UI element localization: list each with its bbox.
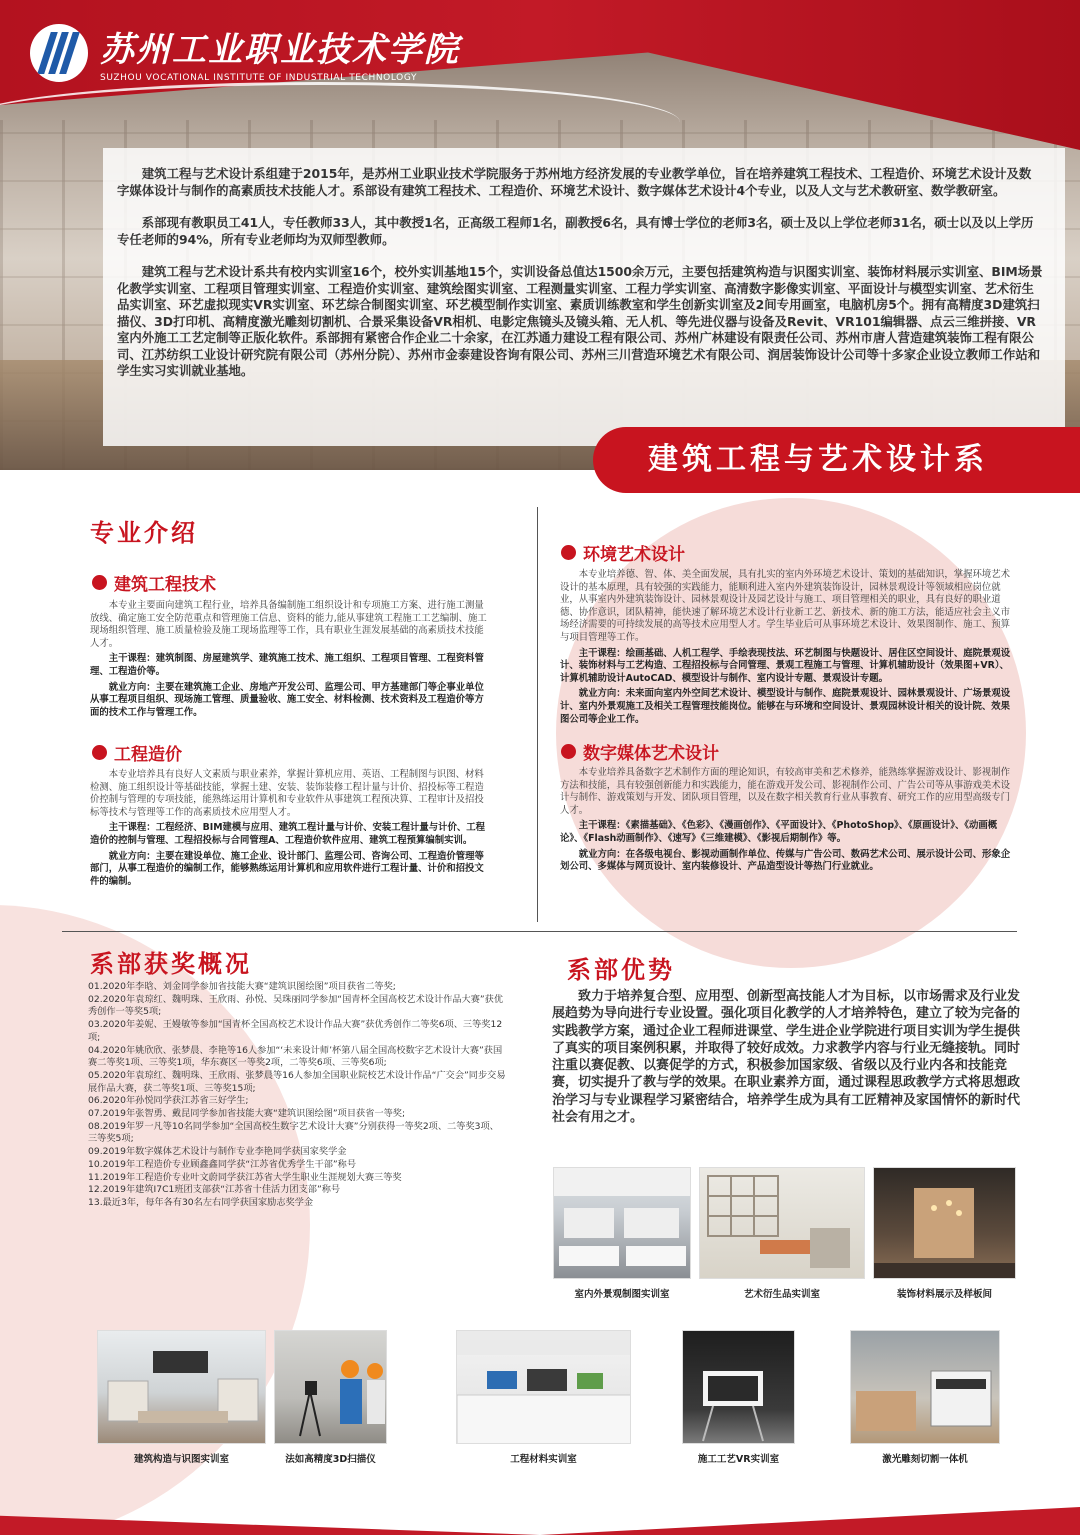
award-item: 12.2019年建筑I7C1班团支部获“江苏省十佳活力团支部”称号	[88, 1184, 341, 1196]
major-title	[561, 540, 685, 565]
column-divider	[537, 507, 538, 922]
majors-heading: 专业介绍	[90, 518, 198, 547]
major-courses: 《素描基础》、《色彩》、《漫画创作》、《平面设计》、《PhotoShop》、《原画设计》、《动画概论》、《Flash动画制作》、《速写》《三维建模》、《影视后期制作》等。	[560, 820, 998, 844]
award-item: 08.2019年罗一凡等10名同学参加“全国高校生数字艺术设计大赛”分别获得一等奖2项、二等奖3项、三等奖5项;	[88, 1120, 499, 1145]
photo-caption: 装饰材料展示及样板间	[896, 1289, 992, 1300]
advantage-heading: 系部优势	[567, 955, 675, 984]
major-jobs: 未来面向室内外空间艺术设计、模型设计与制作、庭院景观设计、园林景观设计、广场景观设计、室内外景观施工及相关工程管理技能岗位。能够在与环境和空间设计、景观园林设计相关的设计院、效果图公司等企业工作。	[560, 688, 1011, 725]
lab-photo	[850, 1330, 1000, 1444]
footer-red-band	[0, 1500, 1080, 1535]
photo-caption: 法如高精度3D扫描仪	[285, 1454, 376, 1465]
major-intro: 本专业培养德、智、体、美全面发展，具有扎实的室内外环境艺术设计、策划的基础知识，掌握环境艺术设计的基本原理，具有较强的实践能力，能顺利进入室内外建筑装饰设计，园林景观设计等领域相应岗位就业，从事室内外建筑装饰设计、园林景观设计及园艺设计与施工、项目管理相关的职业，具有良好的职业道德、协作意识，团队精神，能快速了解环境艺术设计行业新工艺、新技术、新的施工方法，能适应社会主义市场经济需要的可持续发展的高等技术应用型人才。学生毕业后可从事环境艺术设计、效果图制作、施工、预算与项目管理等工作。	[560, 569, 1011, 643]
lab-photo	[873, 1167, 1016, 1279]
photo-caption: 施工工艺VR实训室	[697, 1454, 780, 1465]
award-item: 06.2020年孙悦同学获江苏省三好学生;	[88, 1095, 249, 1107]
bullet-dot-icon	[561, 744, 576, 759]
major-name: 工程造价	[114, 745, 182, 765]
major-name: 数字媒体艺术设计	[583, 744, 719, 764]
major-title	[92, 570, 216, 595]
course-label: 主干课程：	[108, 653, 156, 665]
major-description	[90, 769, 490, 891]
major-jobs: 主要在建筑施工企业、房地产开发公司、监理公司、甲方基建部门等企事业单位从事工程项目组织、现场施工管理、质量验收、施工安全、材料检测、技术资料及工程造价等方面的技术工作与管理工作。	[90, 681, 484, 718]
major-jobs: 主要在建设单位、施工企业、设计部门、监理公司、咨询公司、工程造价管理等部门，从事工程造价的编制工作，能够熟练运用计算机和应用软件进行工程计量、计价和招投文件的编制。	[90, 850, 484, 887]
lab-photo-illustration	[700, 1168, 865, 1279]
major-title	[561, 739, 719, 764]
award-item: 02.2020年袁琼红、魏明珠、王欣雨、孙悦、吴珠丽同学参加“国青杯全国高校艺术设计作品大赛”获优秀创作一等奖5项;	[88, 993, 504, 1018]
award-item: 01.2020年李晗、刘金同学参加省技能大赛“建筑识图绘图”项目获省二等奖;	[88, 981, 396, 992]
school-name-en: SUZHOU VOCATIONAL INSTITUTE OF INDUSTRIAL TECHNOLOGY	[100, 73, 418, 83]
photo-caption: 激光雕刻切割一体机	[882, 1454, 968, 1465]
department-title: 建筑工程与艺术设计系	[593, 427, 1080, 493]
major-intro: 本专业主要面向建筑工程行业，培养具备编制施工组织设计和专项施工方案、进行施工测量放线、确定施工安全防范重点和管理施工信息、资料的能力,能从事建筑工程施工工艺编制、施工现场组织管理、施工质量检验及施工现场监理等工作，具有职业生涯发展基础的高素质技术技能人才。	[90, 600, 487, 649]
major-description	[90, 600, 490, 722]
bullet-dot-icon	[92, 745, 107, 760]
major-courses: 绘画基础、人机工程学、手绘表现技法、环艺制图与快题设计、居住区空间设计、庭院景观设计、装饰材料与工艺构造、工程招投标与合同管理、景观工程施工与管理、计算机辅助设计（效果图+VR）、计算机辅助设计AutoCAD、模型设计与制作、室内设计专题、景观设计专题。	[560, 647, 1011, 684]
bullet-dot-icon	[92, 575, 107, 590]
section-divider	[62, 931, 1017, 932]
lab-photo-illustration	[98, 1331, 266, 1444]
intro-paragraph: 建筑工程与艺术设计系组建于2015年，是苏州工业职业技术学院服务于苏州地方经济发展的专业教学单位，旨在培养建筑工程技术、工程造价、环境艺术设计及数字媒体设计与制作的高素质技术技能人才。系部设有建筑工程技术、工程造价、环境艺术设计、数字媒体艺术设计4个专业，以及人文与艺术教研室、数学教研室。	[117, 166, 1032, 198]
lab-photo	[682, 1330, 795, 1444]
major-title	[92, 740, 182, 765]
major-intro: 本专业培养具有良好人文素质与职业素养，掌握计算机应用、英语、工程制图与识图、材料检测、施工组织设计等基础技能，掌握土建、安装、装饰装修工程计量与计价、招投标等工程造价控制与管理的专项技能，能熟练运用计算机和专业软件从事建筑工程预决算、工程审计及招投标等技术与管理等工作的高素质技术应用型人才。	[90, 769, 484, 818]
lab-photo-illustration	[874, 1168, 1016, 1279]
major-jobs: 在各级电视台、影视动画制作单位、传媒与广告公司、数码艺术公司、展示设计公司、形象企划公司、多媒体与网页设计、室内装修设计、产品造型设计等热门行业就业。	[560, 848, 1011, 873]
award-item: 10.2019年工程造价专业顾鑫鑫同学获“江苏省优秀学生干部”称号	[88, 1158, 357, 1170]
lab-photo	[97, 1330, 266, 1444]
advantage-text: 致力于培养复合型、应用型、创新型高技能人才为目标，以市场需求及行业发展趋势为导向进行专业设置。强化项目化教学的人才培养特色，建立了较为完备的实践教学方案，通过企业工程师进课堂、学生进企业学院进行项目实训为学生提供了真实的项目案例积累，并取得了较好成效。力求教学内容与行业无缝接轨。同时注重以赛促教、以赛促学的方式，积极参加国家级、省级以及行业内各和技能竞赛，切实提升了教与学的效果。在职业素养方面，通过课程思政教学方式将思想政治学习与专业课程学习紧密结合，培养学生成为具有工匠精神及家国情怀的新时代社会有用之才。	[552, 989, 1021, 1126]
lab-photo-illustration	[851, 1331, 1000, 1444]
job-label: 就业方向：	[578, 688, 626, 700]
school-logo	[30, 22, 460, 83]
school-emblem-icon	[30, 24, 88, 82]
award-item: 11.2019年工程造价专业叶文蔚同学获江苏省大学生职业生涯规划大赛三等奖	[88, 1171, 402, 1183]
awards-list	[88, 981, 508, 1210]
job-label: 就业方向：	[578, 848, 626, 860]
intro-paragraph: 系部现有教职员工41人，专任教师33人，其中教授1名，正高级工程师1名，副教授6名，具有博士学位的老师3名，硕士及以上学位老师31名，硕士以及以上学历专任老师的94%，所有专业老师均为双师型教师。	[117, 215, 1034, 247]
course-label: 主干课程：	[578, 647, 626, 659]
course-label: 主干课程：	[108, 822, 156, 834]
lab-photo	[274, 1330, 387, 1444]
intro-paragraph: 建筑工程与艺术设计系共有校内实训室16个，校外实训基地15个，实训设备总值达1500余万元，主要包括建筑构造与识图实训室、装饰材料展示实训室、BIM场景化教学实训室、工程项目管理实训室、工程造价实训室、建筑绘图实训室、工程测量实训室、工程力学实训室、高清数字影像实训室、平面设计与模型实训室、艺术衍生品实训室、环艺虚拟现实VR实训室、环艺综合制图实训室、环艺模型制作实训室、素质训练教室和学生创新实训室及2间专用画室，电脑机房5个。拥有高精度3D建筑扫描仪、3D打印机、高精度激光雕刻切割机、合景采集设备VR相机、电影定焦镜头及镜头箱、无人机、等先进仪器与设备及Revit、VR101编辑器、点云三维拼接、VR室内外施工工艺定制等正版化软件。系部拥有紧密合作企业二十余家，在江苏通力建设工程有限公司、苏州广林建设有限责任公司、苏州市唐人营造建筑装饰工程有限公司、江苏纺织工业设计研究院有限公司（苏州分院）、苏州市金泰建设咨询有限公司、苏州三川营造环境艺术有限公司、润居装饰设计公司等十多家企业设立教师工作站和学生实习实训就业基地。	[117, 264, 1043, 378]
bullet-dot-icon	[561, 545, 576, 560]
award-item: 13.最近3年，每年各有30名左右同学获国家励志奖学金	[88, 1196, 314, 1208]
lab-photo-illustration	[275, 1331, 387, 1444]
lab-photo-illustration	[554, 1168, 691, 1279]
job-label: 就业方向：	[108, 850, 156, 862]
major-description	[560, 569, 1018, 729]
photo-caption: 艺术衍生品实训室	[743, 1289, 820, 1300]
major-courses: 建筑制图、房屋建筑学、建筑施工技术、施工组织、工程项目管理、工程资料管理、工程造价等。	[90, 653, 484, 677]
photo-caption: 工程材料实训室	[510, 1454, 577, 1465]
lab-photo	[553, 1167, 691, 1279]
course-label: 主干课程：	[578, 820, 626, 832]
department-intro	[103, 148, 1065, 446]
lab-photo-illustration	[457, 1331, 631, 1444]
lab-photo-illustration	[683, 1331, 795, 1444]
lab-photo	[456, 1330, 631, 1444]
major-name: 建筑工程技术	[114, 575, 216, 595]
major-description	[560, 767, 1018, 877]
school-name-cn: 苏州工业职业技术学院	[100, 30, 460, 70]
awards-heading: 系部获奖概况	[90, 949, 252, 978]
photo-caption: 建筑构造与识图实训室	[133, 1454, 229, 1465]
award-item: 09.2019年数字媒体艺术设计与制作专业李艳同学获国家奖学金	[88, 1146, 347, 1158]
award-item: 04.2020年姚欣欣、张梦晨、李艳等16人参加“‘未来设计师’杯第八届全国高校数字艺术设计大赛”获国赛二等奖1项、三等奖1项，华东赛区一等奖2项，二等奖6项、三等奖6项;	[88, 1044, 503, 1069]
photo-caption: 室内外景观制图实训室	[574, 1289, 670, 1300]
lab-photo	[699, 1167, 865, 1279]
major-intro: 本专业培养具备数字艺术制作方面的理论知识，有较高审美和艺术修养，能熟练掌握游戏设计、影视制作方法和技能，具有较强创新能力和实践能力，能在游戏开发公司、影视制作公司、广告公司等从事游戏美术设计与制作、游戏策划与开发、团队项目管理，以及在数字相关教育行业从事教育、研究工作的应用型高级专门人才。	[560, 767, 1011, 816]
award-item: 05.2020年袁琼红、魏明珠、王欣雨、张梦晨等16人参加全国职业院校艺术设计作品“广交会”同步交易展作品大赛，获二等奖1项、三等奖15项;	[88, 1069, 506, 1094]
job-label: 就业方向：	[108, 681, 156, 693]
major-name: 环境艺术设计	[583, 545, 685, 565]
major-courses: 工程经济、BIM建模与应用、建筑工程计量与计价、安装工程计量与计价、工程造价的控制与管理、工程招投标与合同管理A、工程造价软件应用、建筑工程预算编制实训。	[90, 822, 486, 846]
award-item: 03.2020年姜妮、王嫚敏等参加“国青杯全国高校艺术设计作品大赛”获优秀创作二等奖6项、三等奖12项;	[88, 1019, 503, 1043]
award-item: 07.2019年张智勇、戴昆同学参加省技能大赛“建筑识图绘图”项目获省一等奖;	[88, 1108, 406, 1120]
